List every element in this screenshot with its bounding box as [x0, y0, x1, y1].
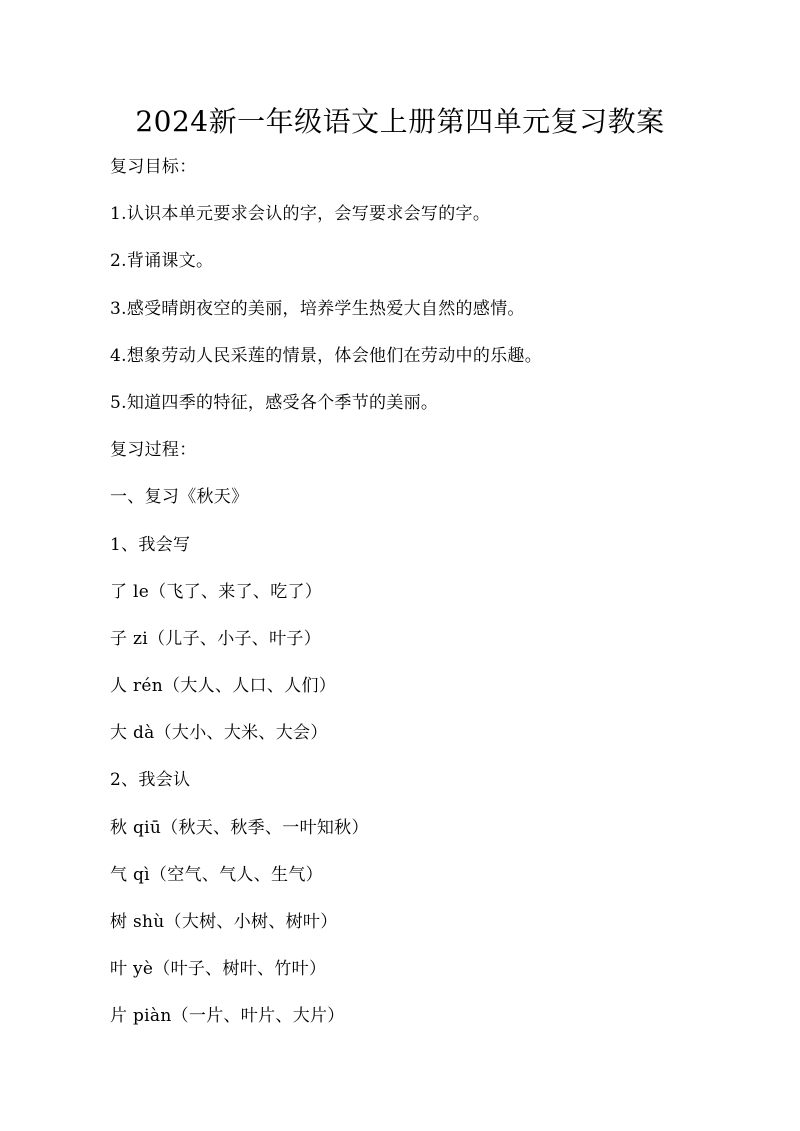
recognize-char-qiu: 秋 qiū（秋天、秋季、一叶知秋）	[110, 817, 369, 838]
goal-item-4: 4.想象劳动人民采莲的情景，体会他们在劳动中的乐趣。	[110, 345, 543, 366]
write-char-le: 了 le（飞了、来了、吃了）	[110, 581, 323, 602]
document-title: 2024新一年级语文上册第四单元复习教案	[135, 105, 665, 138]
recognize-char-shu: 树 shù（大树、小树、树叶）	[110, 912, 338, 932]
section-heading-process: 复习过程：	[110, 440, 197, 461]
document-body	[110, 152, 750, 1049]
lesson-heading-autumn: 一、复习《秋天》	[110, 487, 249, 508]
recognize-char-ye: 叶 yè（叶子、树叶、竹叶）	[110, 959, 327, 980]
write-char-da: 大 dà（大小、大米、大会）	[110, 723, 328, 744]
write-char-zi: 子 zi（儿子、小子、叶子）	[110, 628, 321, 649]
goal-item-5: 5.知道四季的特征，感受各个季节的美丽。	[110, 392, 439, 413]
goal-item-2: 2.背诵课文。	[110, 251, 214, 272]
recognize-char-pian: 片 piàn（一片、叶片、大片）	[110, 1006, 345, 1027]
goal-item-3: 3.感受晴朗夜空的美丽，培养学生热爱大自然的感情。	[110, 298, 525, 319]
subheading-recognize: 2、我会认	[110, 770, 191, 791]
recognize-char-qi: 气 qì（空气、气人、生气）	[110, 864, 323, 885]
section-heading-goals: 复习目标：	[110, 157, 197, 177]
write-char-ren: 人 rén（大人、人口、人们）	[110, 676, 337, 697]
subheading-write: 1、我会写	[110, 534, 191, 555]
goal-item-1: 1.认识本单元要求会认的字，会写要求会写的字。	[110, 204, 491, 225]
